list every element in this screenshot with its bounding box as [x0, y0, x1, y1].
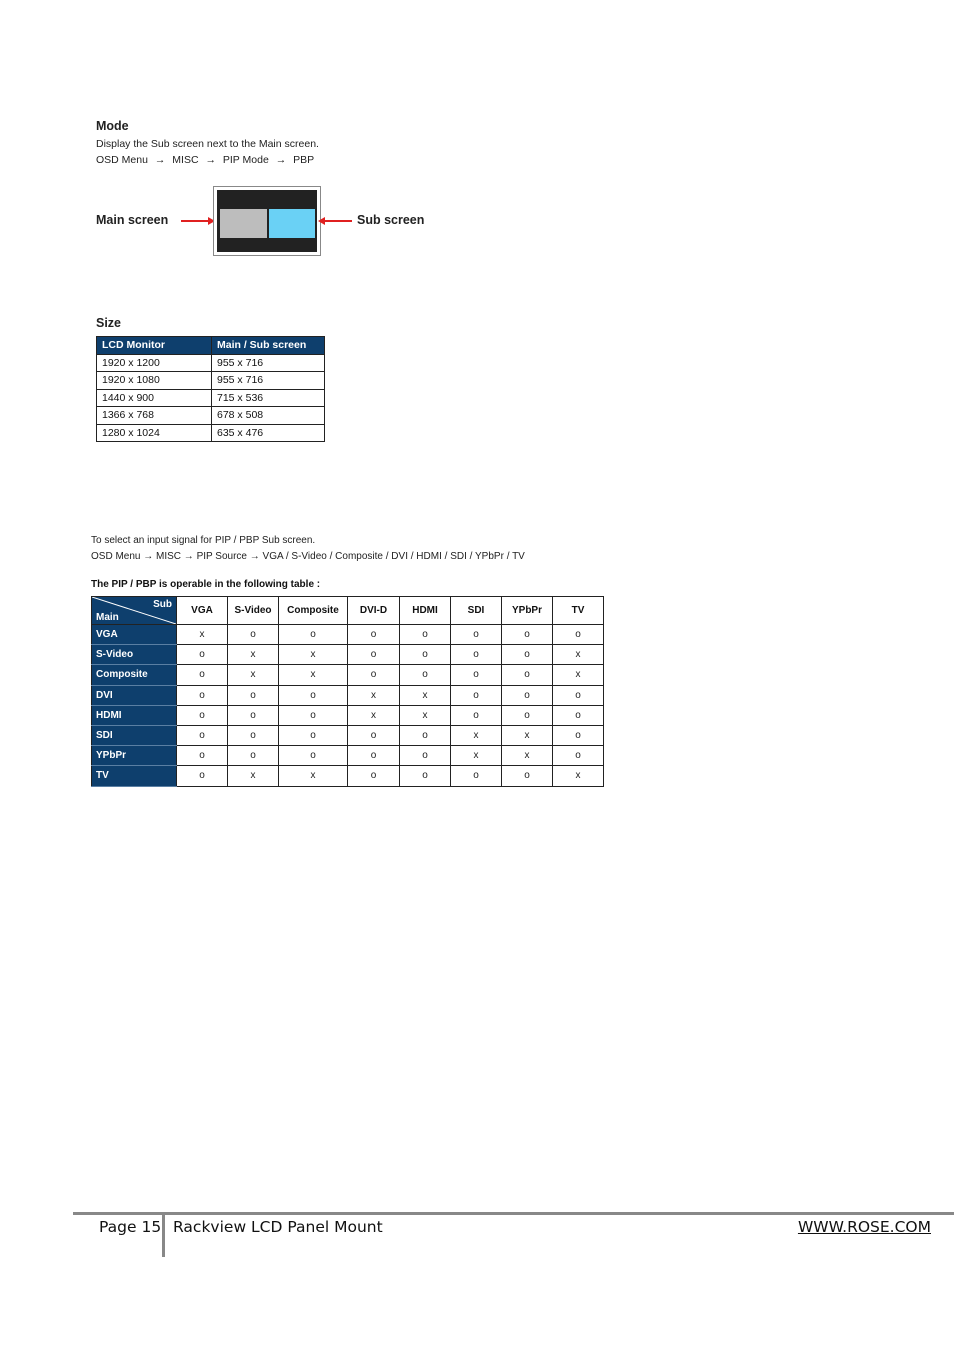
sub-screen-label: Sub screen — [357, 213, 425, 227]
table-row — [92, 625, 604, 645]
pip-cell: x — [279, 665, 348, 685]
pip-cell: o — [228, 746, 279, 766]
pip-column-header: TV — [553, 597, 604, 625]
pip-row-header: VGA — [92, 625, 177, 645]
pip-osd-path: OSD Menu → MISC → PIP Source → VGA / S-Video / Composite / DVI / HDMI / SDI / YPbPr / TV — [91, 551, 525, 562]
pip-cell: o — [348, 665, 400, 685]
pip-cell: o — [502, 645, 553, 665]
pip-cell: o — [177, 645, 228, 665]
pip-cell: o — [553, 705, 604, 725]
pip-cell: x — [228, 645, 279, 665]
main-screen-pane — [220, 209, 267, 238]
path-step: MISC — [172, 154, 199, 166]
main-screen-label: Main screen — [96, 213, 169, 227]
screen-resolution: 715 x 536 — [212, 389, 325, 407]
screen-resolution: 955 x 716 — [212, 372, 325, 390]
main-arrow-line — [181, 220, 209, 222]
pip-cell: o — [400, 665, 451, 685]
pip-row-header: DVI — [92, 685, 177, 705]
pip-table-note: The PIP / PBP is operable in the following table : — [91, 579, 321, 590]
pip-cell: o — [400, 625, 451, 645]
pip-cell: o — [400, 766, 451, 786]
path-step: OSD Menu — [96, 154, 148, 166]
path-arrow: → — [154, 154, 166, 166]
pip-row-header: HDMI — [92, 705, 177, 725]
pip-cell: o — [228, 685, 279, 705]
pip-cell: x — [553, 766, 604, 786]
pip-cell: o — [177, 725, 228, 745]
pip-cell: o — [279, 746, 348, 766]
table-row — [92, 766, 604, 786]
pbp-monitor-diagram — [213, 186, 321, 256]
pip-cell: o — [228, 625, 279, 645]
table-row — [97, 424, 325, 442]
table-row — [92, 746, 604, 766]
pip-cell: o — [177, 705, 228, 725]
mode-osd-path — [96, 154, 314, 166]
pip-cell: x — [553, 665, 604, 685]
pip-cell: o — [348, 746, 400, 766]
pip-cell: o — [348, 625, 400, 645]
pip-corner-cell — [92, 597, 177, 625]
table-row — [97, 407, 325, 425]
table-row — [97, 354, 325, 372]
pip-column-header: SDI — [451, 597, 502, 625]
table-row — [92, 705, 604, 725]
pip-column-header: S-Video — [228, 597, 279, 625]
pip-description: To select an input signal for PIP / PBP Sub screen. — [91, 535, 316, 546]
table-row — [92, 725, 604, 745]
path-arrow: → — [205, 154, 216, 166]
path-arrow: → — [275, 154, 287, 166]
pip-cell: o — [279, 685, 348, 705]
pip-cell: o — [177, 746, 228, 766]
pip-cell: o — [553, 685, 604, 705]
path-step: PIP Mode — [222, 154, 269, 166]
pip-cell: x — [279, 766, 348, 786]
screen-resolution: 678 x 508 — [212, 407, 325, 425]
pip-cell: o — [177, 685, 228, 705]
pip-column-header: YPbPr — [502, 597, 553, 625]
corner-sub-label: Sub — [153, 599, 172, 610]
pip-cell: x — [553, 645, 604, 665]
pip-header-row — [92, 597, 604, 625]
pip-cell: o — [553, 746, 604, 766]
monitor-resolution: 1366 x 768 — [97, 407, 212, 425]
pip-row-header: S-Video — [92, 645, 177, 665]
pip-cell: o — [348, 645, 400, 665]
pip-cell: x — [502, 746, 553, 766]
pip-row-header: TV — [92, 766, 177, 786]
pip-cell: o — [400, 725, 451, 745]
corner-main-label: Main — [96, 612, 119, 623]
pip-cell: o — [502, 685, 553, 705]
pip-cell: o — [400, 746, 451, 766]
mode-description: Display the Sub screen next to the Main screen. — [96, 138, 319, 150]
table-row — [92, 685, 604, 705]
mode-heading: Mode — [96, 119, 129, 133]
pip-row-header: SDI — [92, 725, 177, 745]
size-header-monitor: LCD Monitor — [97, 337, 212, 355]
pip-cell: x — [177, 625, 228, 645]
pip-cell: o — [451, 766, 502, 786]
pip-cell: x — [228, 766, 279, 786]
pip-cell: o — [451, 665, 502, 685]
footer-divider — [162, 1215, 165, 1257]
pip-cell: o — [400, 645, 451, 665]
pip-cell: o — [348, 725, 400, 745]
pip-cell: o — [228, 725, 279, 745]
pip-column-header: HDMI — [400, 597, 451, 625]
pip-cell: x — [279, 645, 348, 665]
pip-cell: o — [279, 725, 348, 745]
pip-cell: o — [502, 665, 553, 685]
pip-cell: o — [553, 725, 604, 745]
pip-cell: o — [502, 705, 553, 725]
monitor-screen — [217, 190, 317, 252]
pip-cell: o — [177, 766, 228, 786]
pip-cell: o — [177, 665, 228, 685]
pip-cell: o — [553, 625, 604, 645]
page-number: Page 15 — [99, 1218, 162, 1236]
website-link[interactable]: WWW.ROSE.COM — [797, 1218, 931, 1236]
size-heading: Size — [96, 316, 122, 330]
pip-cell: x — [502, 725, 553, 745]
pip-column-header: VGA — [177, 597, 228, 625]
path-step: PBP — [293, 154, 315, 166]
table-row — [97, 372, 325, 390]
pip-cell: o — [451, 705, 502, 725]
pip-cell: x — [348, 705, 400, 725]
pip-cell: x — [400, 705, 451, 725]
sub-arrow-line — [324, 220, 352, 222]
pip-cell: o — [228, 705, 279, 725]
table-row — [92, 645, 604, 665]
table-row — [92, 665, 604, 685]
pip-cell: o — [451, 685, 502, 705]
monitor-resolution: 1440 x 900 — [97, 389, 212, 407]
pip-row-header: YPbPr — [92, 746, 177, 766]
pip-row-header: Composite — [92, 665, 177, 685]
pip-cell: o — [502, 766, 553, 786]
pip-column-header: DVI-D — [348, 597, 400, 625]
sub-screen-pane — [269, 209, 315, 238]
pip-cell: o — [451, 645, 502, 665]
pip-compatibility-table — [91, 596, 604, 787]
table-row — [97, 389, 325, 407]
pip-cell: x — [348, 685, 400, 705]
pip-column-header: Composite — [279, 597, 348, 625]
size-header-screen: Main / Sub screen — [212, 337, 325, 355]
monitor-resolution: 1280 x 1024 — [97, 424, 212, 442]
pip-cell: x — [400, 685, 451, 705]
pip-cell: x — [451, 746, 502, 766]
footer-rule — [73, 1212, 954, 1215]
pip-cell: o — [279, 705, 348, 725]
pip-cell: o — [279, 625, 348, 645]
pip-cell: o — [451, 625, 502, 645]
monitor-resolution: 1920 x 1080 — [97, 372, 212, 390]
monitor-resolution: 1920 x 1200 — [97, 354, 212, 372]
pip-cell: o — [502, 625, 553, 645]
pip-cell: x — [228, 665, 279, 685]
pip-cell: x — [451, 725, 502, 745]
screen-resolution: 955 x 716 — [212, 354, 325, 372]
pip-table-body — [92, 625, 604, 787]
size-table — [96, 336, 325, 442]
pip-cell: o — [348, 766, 400, 786]
document-title: Rackview LCD Panel Mount — [173, 1218, 383, 1236]
screen-resolution: 635 x 476 — [212, 424, 325, 442]
